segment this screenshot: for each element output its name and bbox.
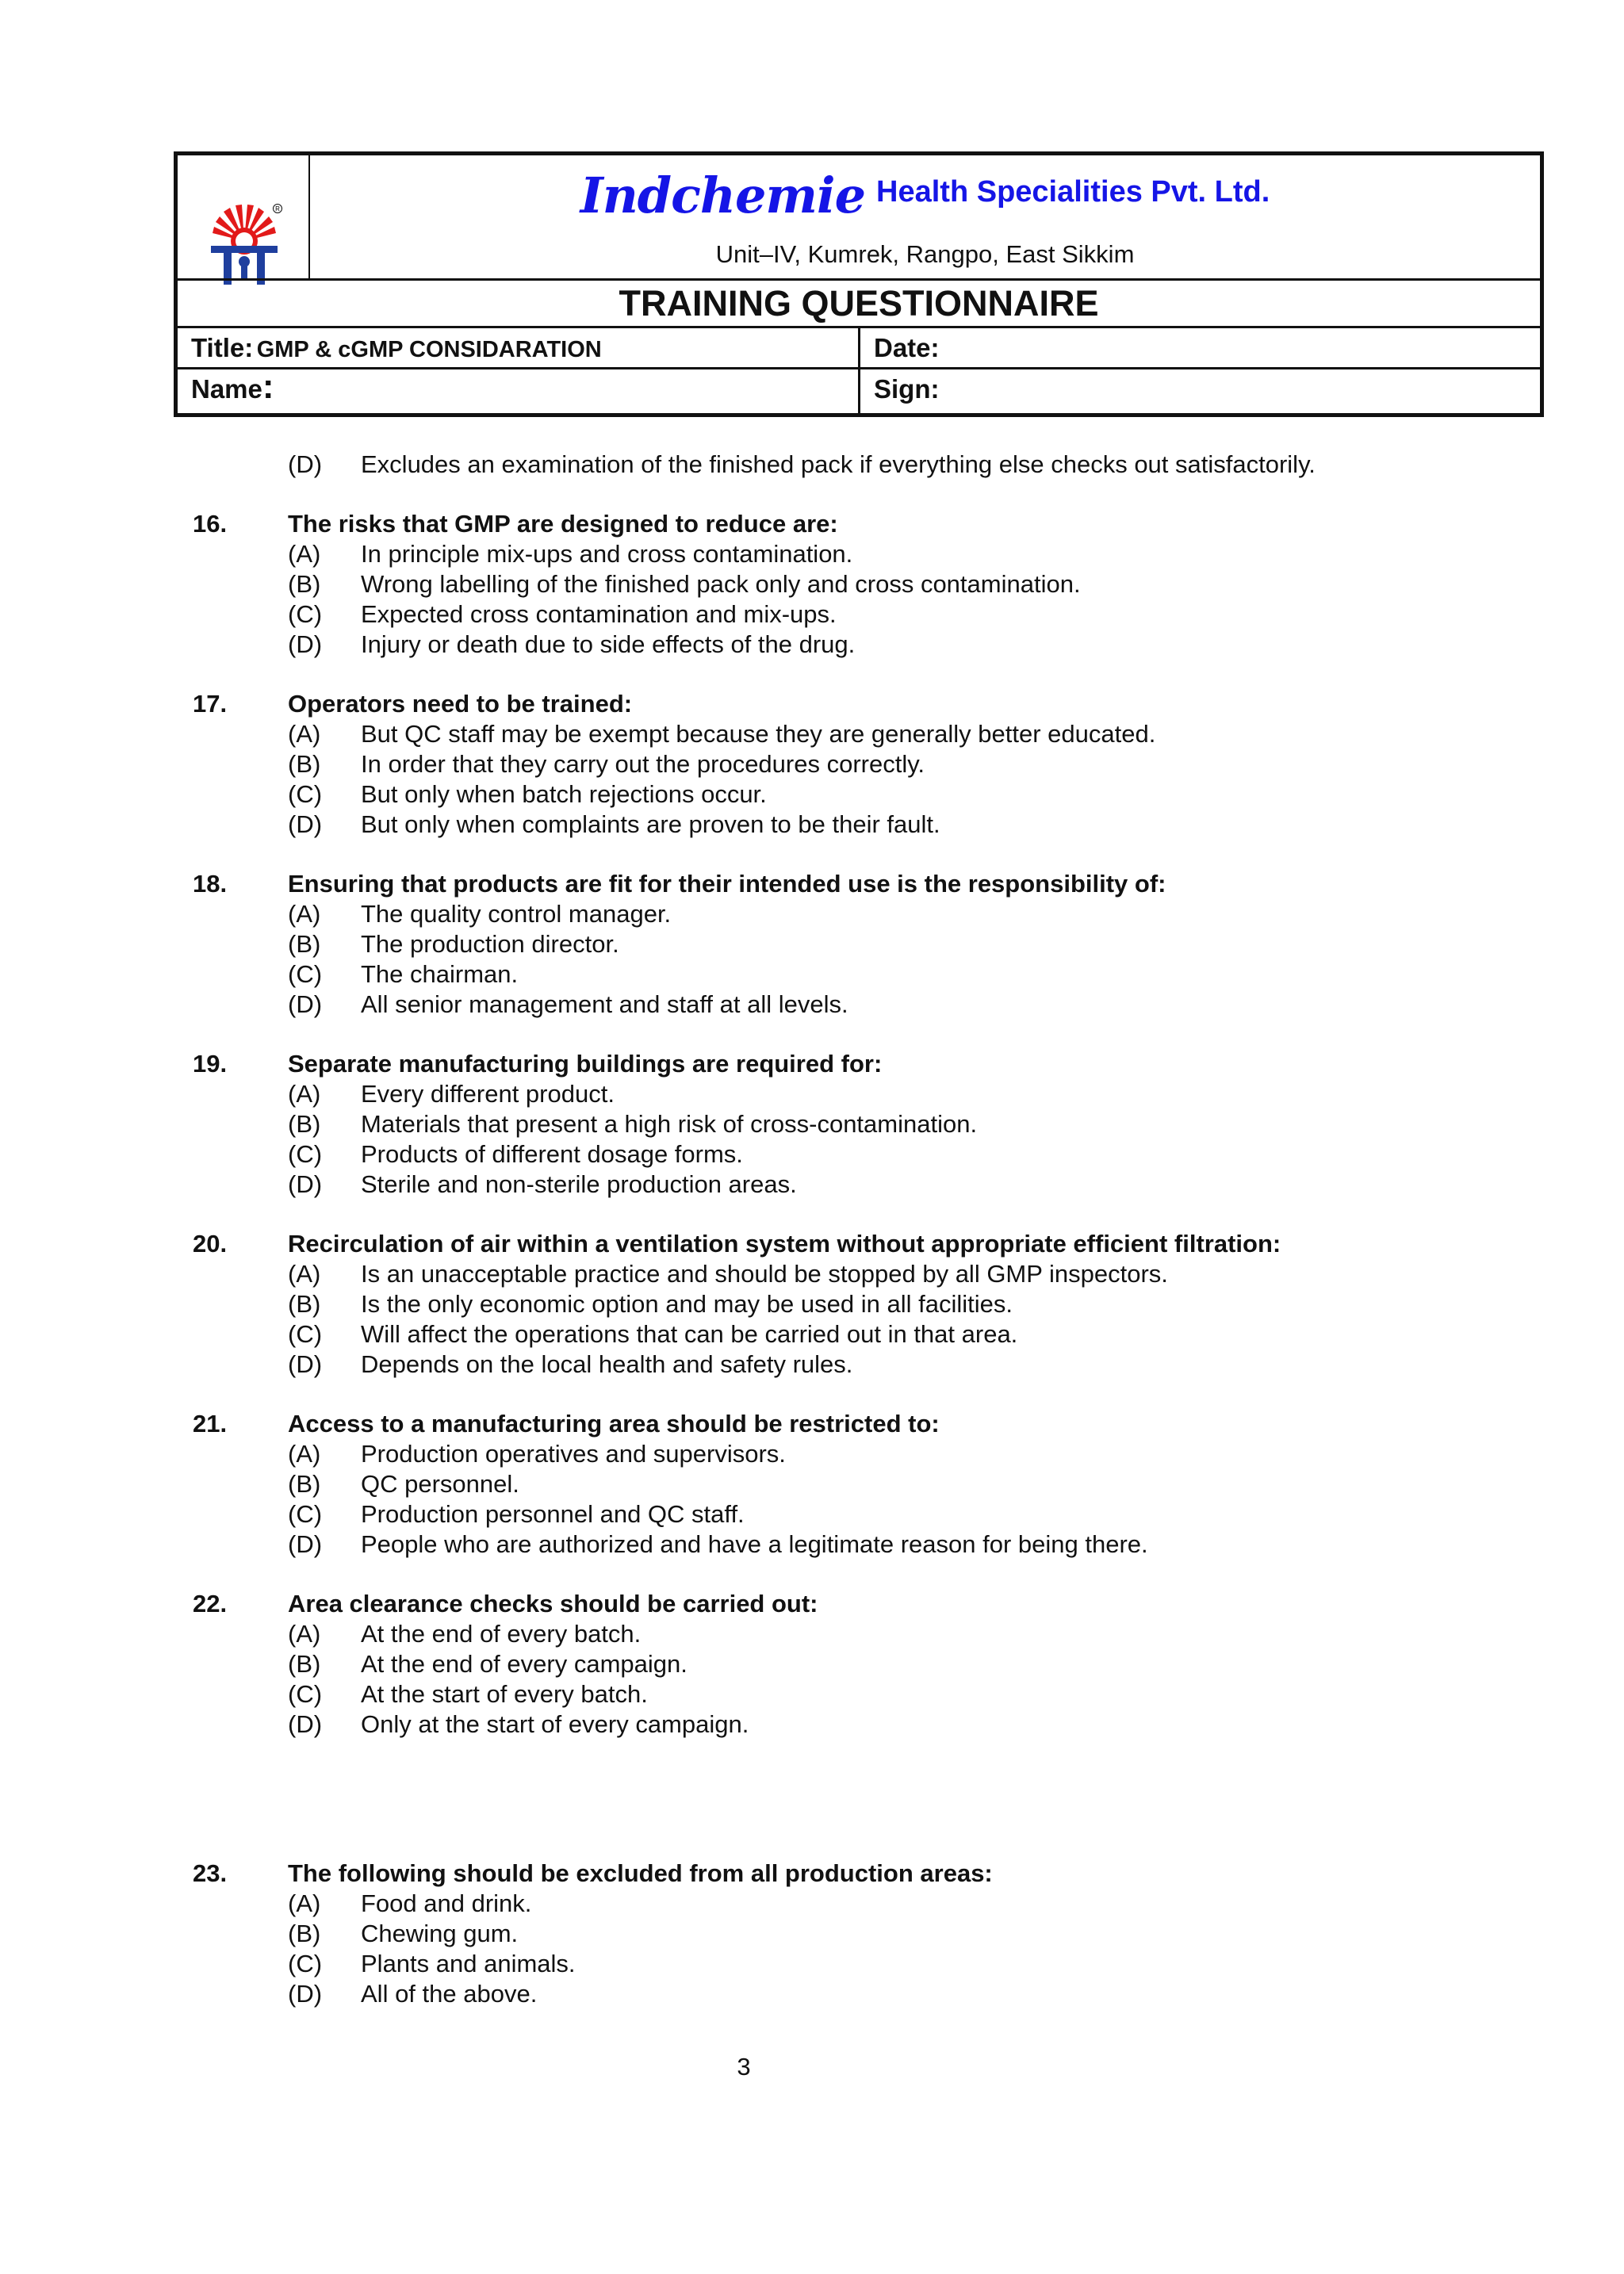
question-number: 19. (193, 1050, 228, 1078)
option-letter: (A) (288, 1440, 321, 1468)
option-text: In order that they carry out the procedures correctly. (361, 750, 925, 778)
question-text: The following should be excluded from all production areas: (288, 1859, 993, 1887)
option-letter: (B) (288, 1110, 321, 1138)
option-letter: (B) (288, 930, 321, 958)
question-number: 21. (193, 1410, 228, 1438)
title-cell (191, 333, 602, 363)
option-text: Is the only economic option and may be used in all facilities. (361, 1290, 1013, 1318)
option-letter: (C) (288, 1500, 323, 1528)
question-number: 17. (193, 690, 228, 718)
option-text: All senior management and staff at all levels. (361, 990, 848, 1018)
question-text: Operators need to be trained: (288, 690, 633, 718)
option-letter: (C) (288, 1950, 323, 1977)
option-letter: (A) (288, 900, 321, 928)
option-letter: (C) (288, 600, 323, 628)
option-letter: (A) (288, 720, 321, 748)
question-text: Area clearance checks should be carried out: (288, 1590, 818, 1617)
question-text: Access to a manufacturing area should be restricted to: (288, 1410, 940, 1438)
sign-label: Sign: (874, 374, 940, 404)
option-text: QC personnel. (361, 1470, 519, 1498)
question-number: 20. (193, 1230, 228, 1258)
option-text: Production personnel and QC staff. (361, 1500, 745, 1528)
company-address: Unit–IV, Kumrek, Rangpo, East Sikkim (715, 240, 1135, 268)
option-text: Will affect the operations that can be carried out in that area. (361, 1320, 1018, 1348)
option-letter: (C) (288, 1140, 323, 1168)
option-text: Injury or death due to side effects of the drug. (361, 630, 856, 658)
company-suffix: Health Specialities Pvt. Ltd. (876, 175, 1270, 209)
option-text: Expected cross contamination and mix-ups. (361, 600, 837, 628)
name-cell (191, 367, 274, 406)
question-text: Ensuring that products are fit for their intended use is the responsibility of: (288, 870, 1166, 898)
option-text: But only when complaints are proven to be their fault. (361, 810, 940, 838)
option-letter: (D) (288, 810, 323, 838)
question-number: 23. (193, 1859, 228, 1887)
company-logo (206, 203, 282, 285)
option-text: The chairman. (361, 960, 519, 988)
option-letter: (C) (288, 960, 323, 988)
registered-mark: R (275, 205, 280, 212)
option-letter: (C) (288, 780, 323, 808)
document-type-title: TRAINING QUESTIONNAIRE (178, 278, 1540, 328)
name-colon: : (262, 367, 274, 406)
option-text: At the end of every campaign. (361, 1650, 688, 1678)
option-letter: (D) (288, 1710, 323, 1738)
meta-column-divider (858, 328, 860, 413)
option-letter: (A) (288, 1080, 321, 1108)
option-letter: (C) (288, 1680, 323, 1708)
option-text: But QC staff may be exempt because they are generally better educated. (361, 720, 1156, 748)
option-text: Wrong labelling of the finished pack only and cross contamination. (361, 570, 1081, 598)
option-letter: (D) (288, 1530, 323, 1558)
option-letter: (B) (288, 570, 321, 598)
title-label: Title: (191, 333, 254, 362)
option-letter: (B) (288, 1920, 321, 1947)
carryover-option-letter: (D) (288, 450, 323, 478)
logo-cell (178, 155, 310, 278)
question-number: 16. (193, 510, 228, 538)
option-letter: (D) (288, 1350, 323, 1378)
option-text: Every different product. (361, 1080, 615, 1108)
option-text: The production director. (361, 930, 619, 958)
option-text: Chewing gum. (361, 1920, 519, 1947)
option-letter: (C) (288, 1320, 323, 1348)
option-letter: (D) (288, 990, 323, 1018)
option-text: At the end of every batch. (361, 1620, 642, 1648)
page-number: 3 (737, 2053, 751, 2081)
option-letter: (D) (288, 1980, 323, 2008)
option-text: All of the above. (361, 1980, 538, 2008)
date-cell (874, 333, 940, 363)
option-letter: (B) (288, 1290, 321, 1318)
option-text: Materials that present a high risk of cross-contamination. (361, 1110, 978, 1138)
question-text: Recirculation of air within a ventilation system without appropriate efficient filtration: (288, 1230, 1281, 1258)
brand-name: Indchemie (580, 167, 866, 224)
option-text: Plants and animals. (361, 1950, 576, 1977)
document-header (174, 151, 1544, 417)
carryover-option-text: Excludes an examination of the finished pack if everything else checks out satisfactorily. (361, 450, 1316, 478)
option-text: In principle mix-ups and cross contamination. (361, 540, 853, 568)
company-name (310, 155, 1540, 228)
option-text: People who are authorized and have a legitimate reason for being there. (361, 1530, 1148, 1558)
title-value: GMP & cGMP CONSIDARATION (256, 337, 602, 362)
option-text: But only when batch rejections occur. (361, 780, 767, 808)
sign-cell (874, 374, 939, 404)
option-text: Production operatives and supervisors. (361, 1440, 786, 1468)
option-letter: (A) (288, 540, 321, 568)
question-number: 22. (193, 1590, 228, 1617)
option-letter: (B) (288, 1650, 321, 1678)
option-letter: (D) (288, 630, 323, 658)
option-letter: (D) (288, 1170, 323, 1198)
option-text: The quality control manager. (361, 900, 672, 928)
option-text: Food and drink. (361, 1889, 532, 1917)
option-letter: (B) (288, 750, 321, 778)
option-letter: (A) (288, 1889, 321, 1917)
question-text: Separate manufacturing buildings are required for: (288, 1050, 883, 1078)
option-letter: (A) (288, 1260, 321, 1288)
option-text: Is an unacceptable practice and should be stopped by all GMP inspectors. (361, 1260, 1168, 1288)
option-text: Products of different dosage forms. (361, 1140, 743, 1168)
option-text: At the start of every batch. (361, 1680, 648, 1708)
name-label: Name (191, 374, 262, 404)
date-label: Date: (874, 333, 940, 362)
question-number: 18. (193, 870, 228, 898)
question-text: The risks that GMP are designed to reduce are: (288, 510, 838, 538)
option-text: Depends on the local health and safety rules. (361, 1350, 853, 1378)
option-letter: (B) (288, 1470, 321, 1498)
option-text: Only at the start of every campaign. (361, 1710, 749, 1738)
option-text: Sterile and non-sterile production areas. (361, 1170, 797, 1198)
option-letter: (A) (288, 1620, 321, 1648)
